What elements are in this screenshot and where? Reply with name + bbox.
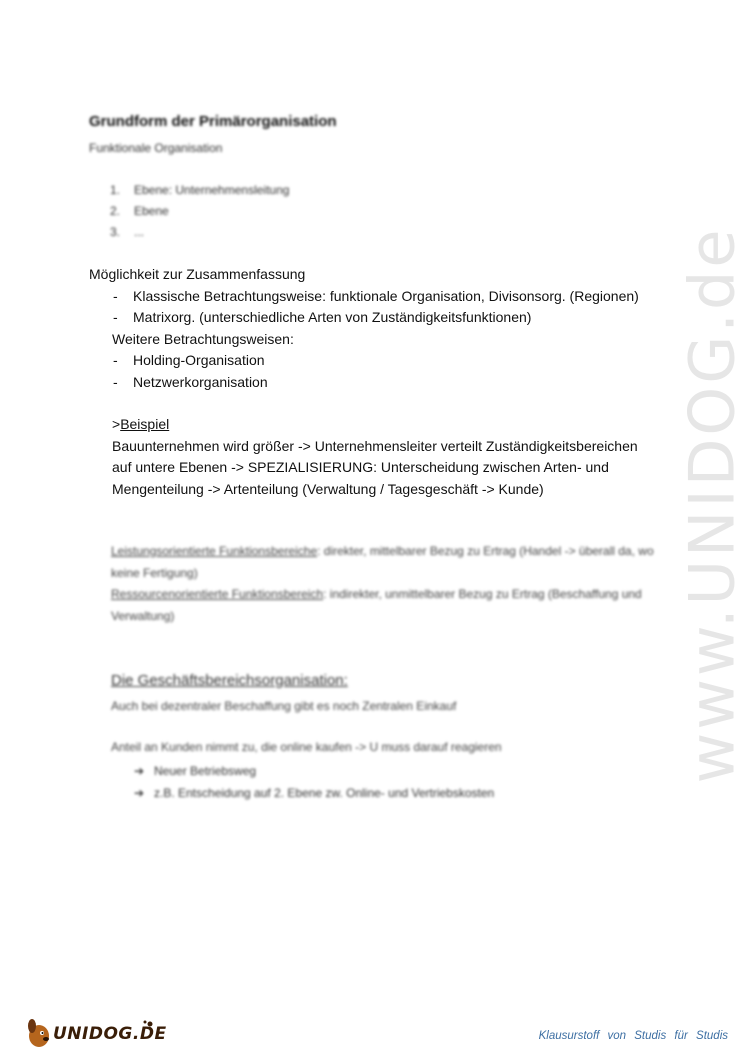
example-heading: >Beispiel	[112, 416, 170, 432]
list-item: - Matrixorg. (unterschiedliche Arten von Zuständigkeitsfunktionen)	[113, 309, 532, 325]
ordered-list	[110, 180, 289, 243]
share-text: Anteil an Kunden nimmt zu, die online kaufen -> U muss darauf reagieren	[111, 740, 502, 754]
page-subtitle: Funktionale Organisation	[89, 141, 223, 155]
example-line: Bauunternehmen wird größer -> Unternehmensleiter verteilt Zuständigkeitsbereichen	[112, 437, 638, 454]
watermark: www.UNIDOG.de	[675, 226, 749, 784]
list-item: ➔ Neuer Betriebsweg	[134, 761, 494, 783]
arrow-icon: ➔	[134, 764, 145, 778]
logo-text: UNIDOG.DE	[53, 1024, 167, 1044]
arrow-icon: ➔	[134, 785, 145, 800]
main-text	[89, 264, 639, 500]
example-line: auf untere Ebenen -> SPEZIALISIERUNG: Unterscheidung zwischen Arten- und	[112, 459, 609, 475]
page-title: Grundform der Primärorganisation	[89, 113, 337, 130]
summary-heading: Möglichkeit zur Zusammenfassung	[89, 266, 306, 282]
list-item: 2. Ebene	[110, 204, 169, 218]
list-item: ➔ z.B. Entscheidung auf 2. Ebene zw. Online- und Vertriebskosten	[134, 783, 494, 805]
section-text: Auch bei dezentraler Beschaffung gibt es noch Zentralen Einkauf	[111, 699, 457, 713]
functions-paragraph: Leistungsorientierte Funktionsbereiche: direkter, mittelbarer Bezug zu Ertrag (Handel -> überall da, wo keine Fertigung) Ressourcenorientierte Funktionsbereich: indirekter, unmittelbarer Bezug zu Ertrag (Beschaffung und Verwaltung)	[111, 544, 654, 623]
example-label: Beispiel	[120, 416, 170, 432]
footer-slogan: Klausurstoff von Studis für Studis	[538, 1030, 728, 1042]
list-item: - Netzwerkorganisation	[113, 373, 268, 390]
list-item: - Holding-Organisation	[113, 352, 265, 368]
list-item: 1. Ebene: Unternehmensleitung	[110, 183, 290, 197]
list-item: 3. ...	[110, 225, 145, 239]
arrow-list	[134, 761, 494, 804]
example-line: Mengenteilung -> Artenteilung (Verwaltung / Tagesgeschäft -> Kunde)	[112, 480, 544, 497]
section-title: Die Geschäftsbereichsorganisation:	[111, 672, 348, 689]
further-heading: Weitere Betrachtungsweisen:	[112, 330, 294, 347]
list-item: - Klassische Betrachtungsweise: funktionale Organisation, Divisonsorg. (Regionen)	[113, 287, 639, 304]
